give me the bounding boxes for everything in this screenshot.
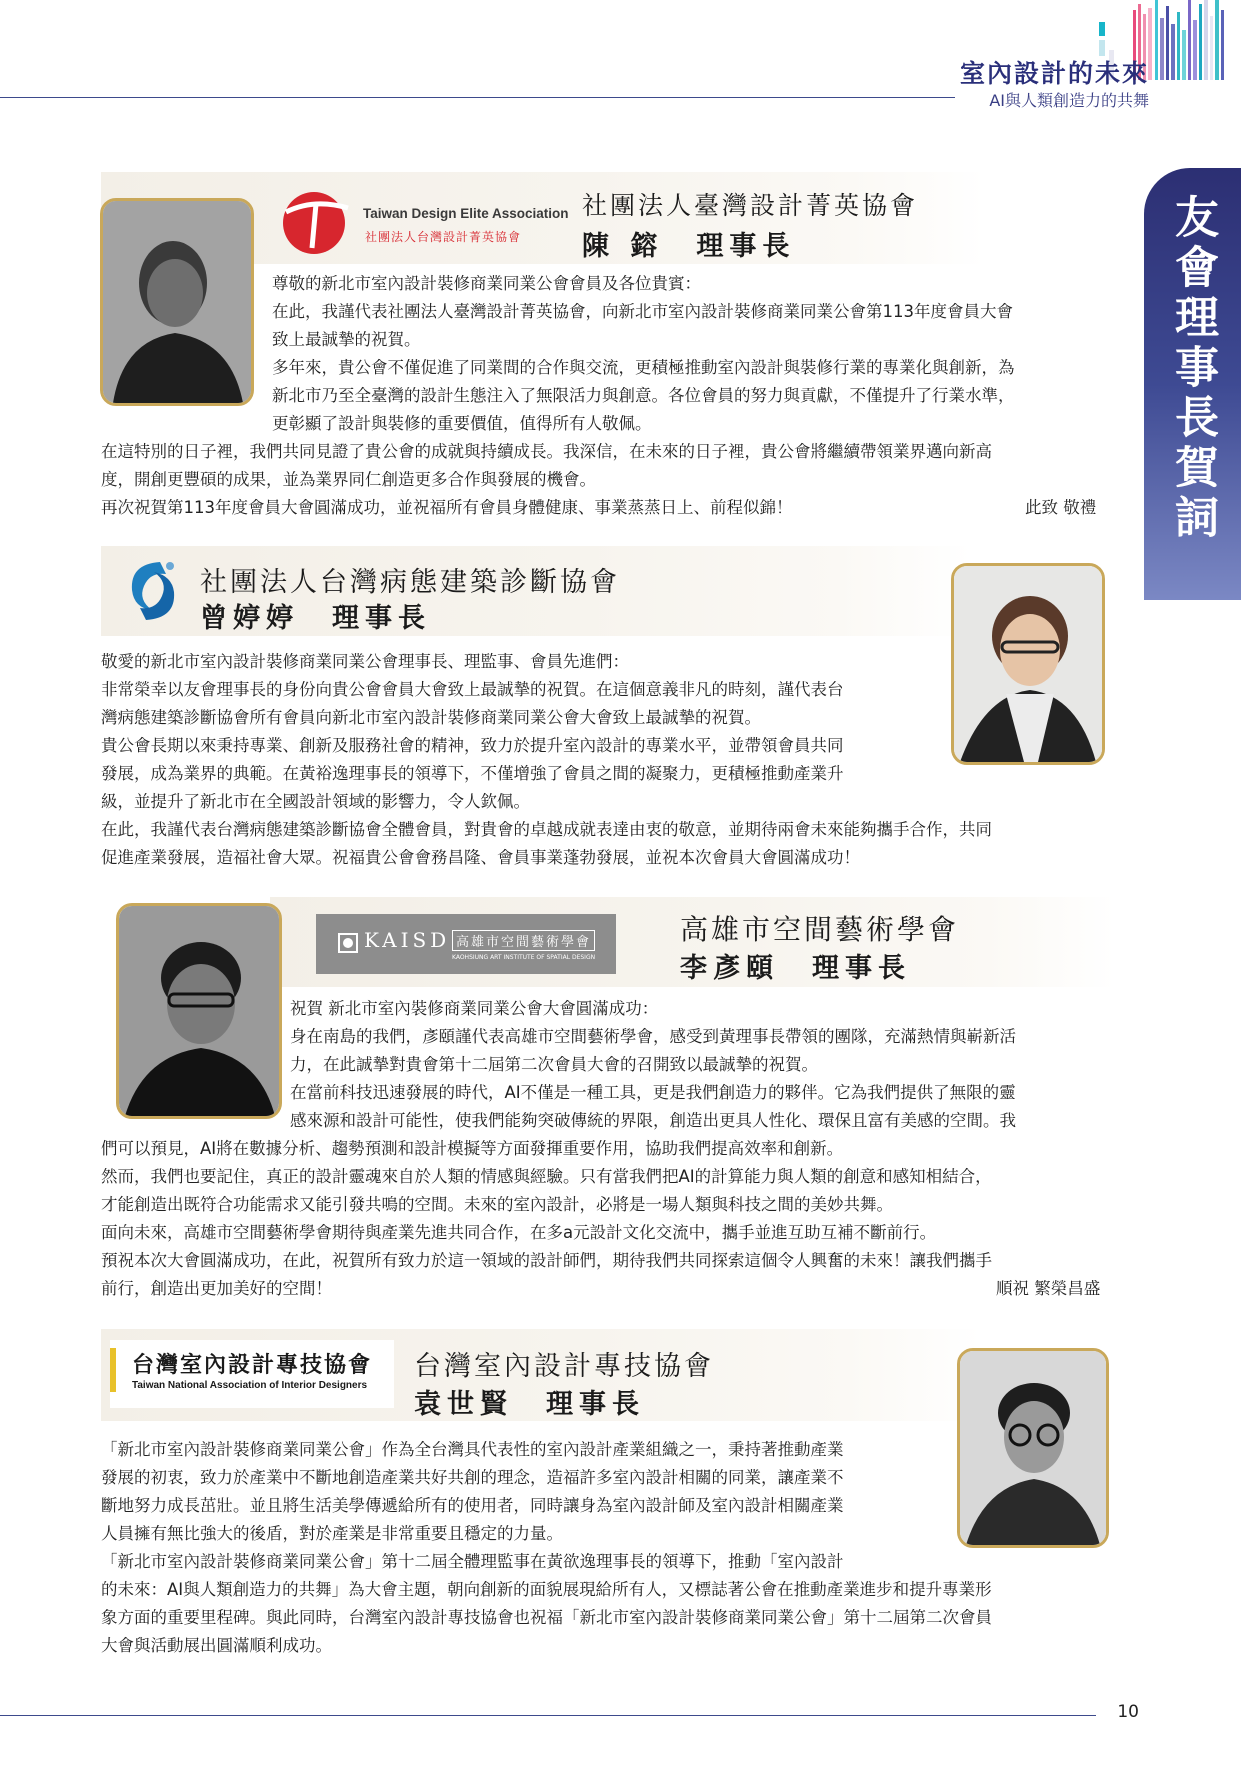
paragraph-line: 然而，我們也要記住，真正的設計靈魂來自於人類的情感與經驗。只有當我們把AI的計算能力與人類的創意和感知相結合，: [101, 1167, 992, 1186]
tnaid-logo-zh: 台灣室內設計專技協會: [132, 1353, 373, 1378]
org-name: 台灣室內設計專技協會: [414, 1351, 714, 1382]
header-rule: [0, 97, 955, 98]
paragraph-line: 級，並提升了新北市在全國設計領域的影響力，令人欽佩。: [101, 792, 530, 811]
paragraph-line: 人員擁有無比強大的後盾，對於產業是非常重要且穩定的力量。: [101, 1524, 563, 1543]
paragraph-line: 才能創造出既符合功能需求又能引發共鳴的空間。未來的室內設計，必將是一場人類與科技之間的美妙共舞。: [101, 1195, 893, 1214]
paragraph-line: 尊敬的新北市室內設計裝修商業同業公會會員及各位貴賓：: [272, 274, 701, 293]
paragraph-line: 身在南島的我們，彥頤謹代表高雄市空間藝術學會，感受到黃理事長帶領的團隊，充滿熱情與嶄新活: [290, 1027, 1016, 1046]
kaisd-logo-icon: [338, 933, 358, 953]
president-title: 陳 鎔 理事長: [582, 231, 796, 262]
president-photo: [116, 903, 282, 1119]
tnaid-logo-en: Taiwan National Association of Interior Designers: [132, 1380, 368, 1391]
president-title: 袁世賢 理事長: [414, 1389, 645, 1420]
paragraph-line: 象方面的重要里程碑。與此同時，台灣室內設計專技協會也祝福「新北市室內設計裝修商業同業公會」第十二屆第二次會員: [101, 1608, 992, 1627]
paragraph-line: 在當前科技迅速發展的時代，AI不僅是一種工具，更是我們創造力的夥伴。它為我們提供了無限的靈: [290, 1083, 1016, 1102]
header-subtitle: AI與人類創造力的共舞: [989, 91, 1149, 110]
paragraph-line: 斷地努力成長茁壯。並且將生活美學傳遞給所有的使用者，同時讓身為室內設計師及室內設計相關產業: [101, 1496, 844, 1515]
logo-en-text: Taiwan Design Elite Association: [363, 206, 569, 221]
president-title: 曾婷婷 理事長: [200, 603, 431, 634]
kaisd-logo-zh: 高雄市空間藝術學會: [452, 930, 595, 951]
paragraph-line: 再次祝賀第113年度會員大會圓滿成功，並祝福所有會員身體健康、事業蒸蒸日上、前程似錦！: [101, 498, 793, 517]
paragraph-line: 在此，我謹代表台灣病態建築診斷協會全體會員，對貴會的卓越成就表達由衷的敬意，並期待兩會未來能夠攜手合作，共同: [101, 820, 992, 839]
paragraph-line: 「新北市室內設計裝修商業同業公會」第十二屆全體理監事在黃欲逸理事長的領導下，推動「室內設計: [101, 1552, 844, 1571]
paragraph-line: 更彰顯了設計與裝修的重要價值，值得所有人敬佩。: [272, 414, 652, 433]
paragraph-line: 貴公會長期以來秉持專業、創新及服務社會的精神，致力於提升室內設計的專業水平，並帶領會員共同: [101, 736, 844, 755]
paragraph-line: 新北市乃至全臺灣的設計生態注入了無限活力與創意。各位會員的努力與貢獻，不僅提升了行業水準，: [272, 386, 1015, 405]
paragraph-line: 預祝本次大會圓滿成功，在此，祝賀所有致力於這一領域的設計師們，期待我們共同探索這個令人興奮的未來！讓我們攜手: [101, 1251, 992, 1270]
president-photo: [957, 1348, 1109, 1548]
kaisd-logo-en: KAOHSIUNG ART INSTITUTE OF SPATIAL DESIGN: [452, 954, 596, 961]
paragraph-line: 發展的初衷，致力於產業中不斷地創造產業共好共創的理念，造福許多室內設計相關的同業，讓產業不: [101, 1468, 844, 1487]
tnaid-logo-icon: [110, 1348, 116, 1392]
paragraph-line: 在這特別的日子裡，我們共同見證了貴公會的成就與持續成長。我深信，在未來的日子裡，貴公會將繼續帶領業界邁向新高: [101, 442, 992, 461]
kaisd-logo: [316, 914, 616, 974]
president-photo: [951, 563, 1105, 765]
paragraph-line: 的未來：AI與人類創造力的共舞」為大會主題，朝向創新的面貌展現給所有人，又標誌著公會在推動產業進步和提升專業形: [101, 1580, 992, 1599]
paragraph-line: 灣病態建築診斷協會所有會員向新北市室內設計裝修商業同業公會大會致上最誠摯的祝賀。: [101, 708, 761, 727]
paragraph-line: 度，開創更豐碩的成果，並為業界同仁創造更多合作與發展的機會。: [101, 470, 596, 489]
side-tab: [1144, 168, 1241, 600]
paragraph-line: 非常榮幸以友會理事長的身份向貴公會會員大會致上最誠摯的祝賀。在這個意義非凡的時刻，謹代表台: [101, 680, 844, 699]
kaisd-logo-text: KAISD: [364, 928, 451, 952]
paragraph-line: 促進產業發展，造福社會大眾。祝福貴公會會務昌隆、會員事業蓬勃發展，並祝本次會員大會圓滿成功！: [101, 848, 860, 867]
org-name: 社團法人台灣病態建築診斷協會: [200, 567, 620, 598]
paragraph-line: 力，在此誠摯對貴會第十二屆第二次會員大會的召開致以最誠摯的祝賀。: [290, 1055, 818, 1074]
sick-building-logo-icon: [120, 556, 186, 626]
paragraph-line: 面向未來，高雄市空間藝術學會期待與產業先進共同合作，在多a元設計文化交流中，攜手並進互助互補不斷前行。: [101, 1223, 937, 1242]
paragraph-line: 在此，我謹代表社團法人臺灣設計菁英協會，向新北市室內設計裝修商業同業公會第113年度會員大會: [272, 302, 1013, 321]
side-tab-label: 友會理事長賀詞: [1167, 194, 1218, 544]
page-number: 10: [1117, 1702, 1139, 1722]
president-photo: [100, 198, 254, 406]
paragraph-line: 「新北市室內設計裝修商業同業公會」作為全台灣具代表性的室內設計產業組織之一，秉持著推動產業: [101, 1440, 844, 1459]
paragraph-line: 前行，創造出更加美好的空間！: [101, 1279, 332, 1298]
president-title: 李彥頤 理事長: [680, 953, 911, 984]
org-name: 高雄市空間藝術學會: [680, 913, 960, 946]
closing-text: 順祝 繁榮昌盛: [996, 1279, 1101, 1298]
paragraph-line: 敬愛的新北市室內設計裝修商業同業公會理事長、理監事、會員先進們：: [101, 652, 629, 671]
design-elite-logo-icon: [278, 190, 358, 256]
paragraph-line: 致上最誠摯的祝賀。: [272, 330, 421, 349]
paragraph-line: 祝賀 新北市室內裝修商業同業公會大會圓滿成功：: [290, 999, 659, 1018]
logo-zh-text: 社團法人台灣設計菁英協會: [365, 230, 522, 244]
org-name: 社團法人臺灣設計菁英協會: [582, 191, 919, 220]
closing-text: 此致 敬禮: [1025, 498, 1097, 517]
paragraph-line: 感來源和設計可能性，使我們能夠突破傳統的界限，創造出更具人性化、環保且富有美感的空間。我: [290, 1111, 1016, 1130]
paragraph-line: 多年來，貴公會不僅促進了同業間的合作與交流，更積極推動室內設計與裝修行業的專業化與創新，為: [272, 358, 1015, 377]
footer-rule: [0, 1715, 1096, 1716]
paragraph-line: 們可以預見，AI將在數據分析、趨勢預測和設計模擬等方面發揮重要作用，協助我們提高效率和創新。: [101, 1139, 844, 1158]
paragraph-line: 大會與活動展出圓滿順利成功。: [101, 1636, 332, 1655]
tnaid-logo: [110, 1340, 394, 1408]
paragraph-line: 發展，成為業界的典範。在黃裕逸理事長的領導下，不僅增強了會員之間的凝聚力，更積極推動產業升: [101, 764, 844, 783]
header-title: 室內設計的未來: [959, 59, 1149, 88]
